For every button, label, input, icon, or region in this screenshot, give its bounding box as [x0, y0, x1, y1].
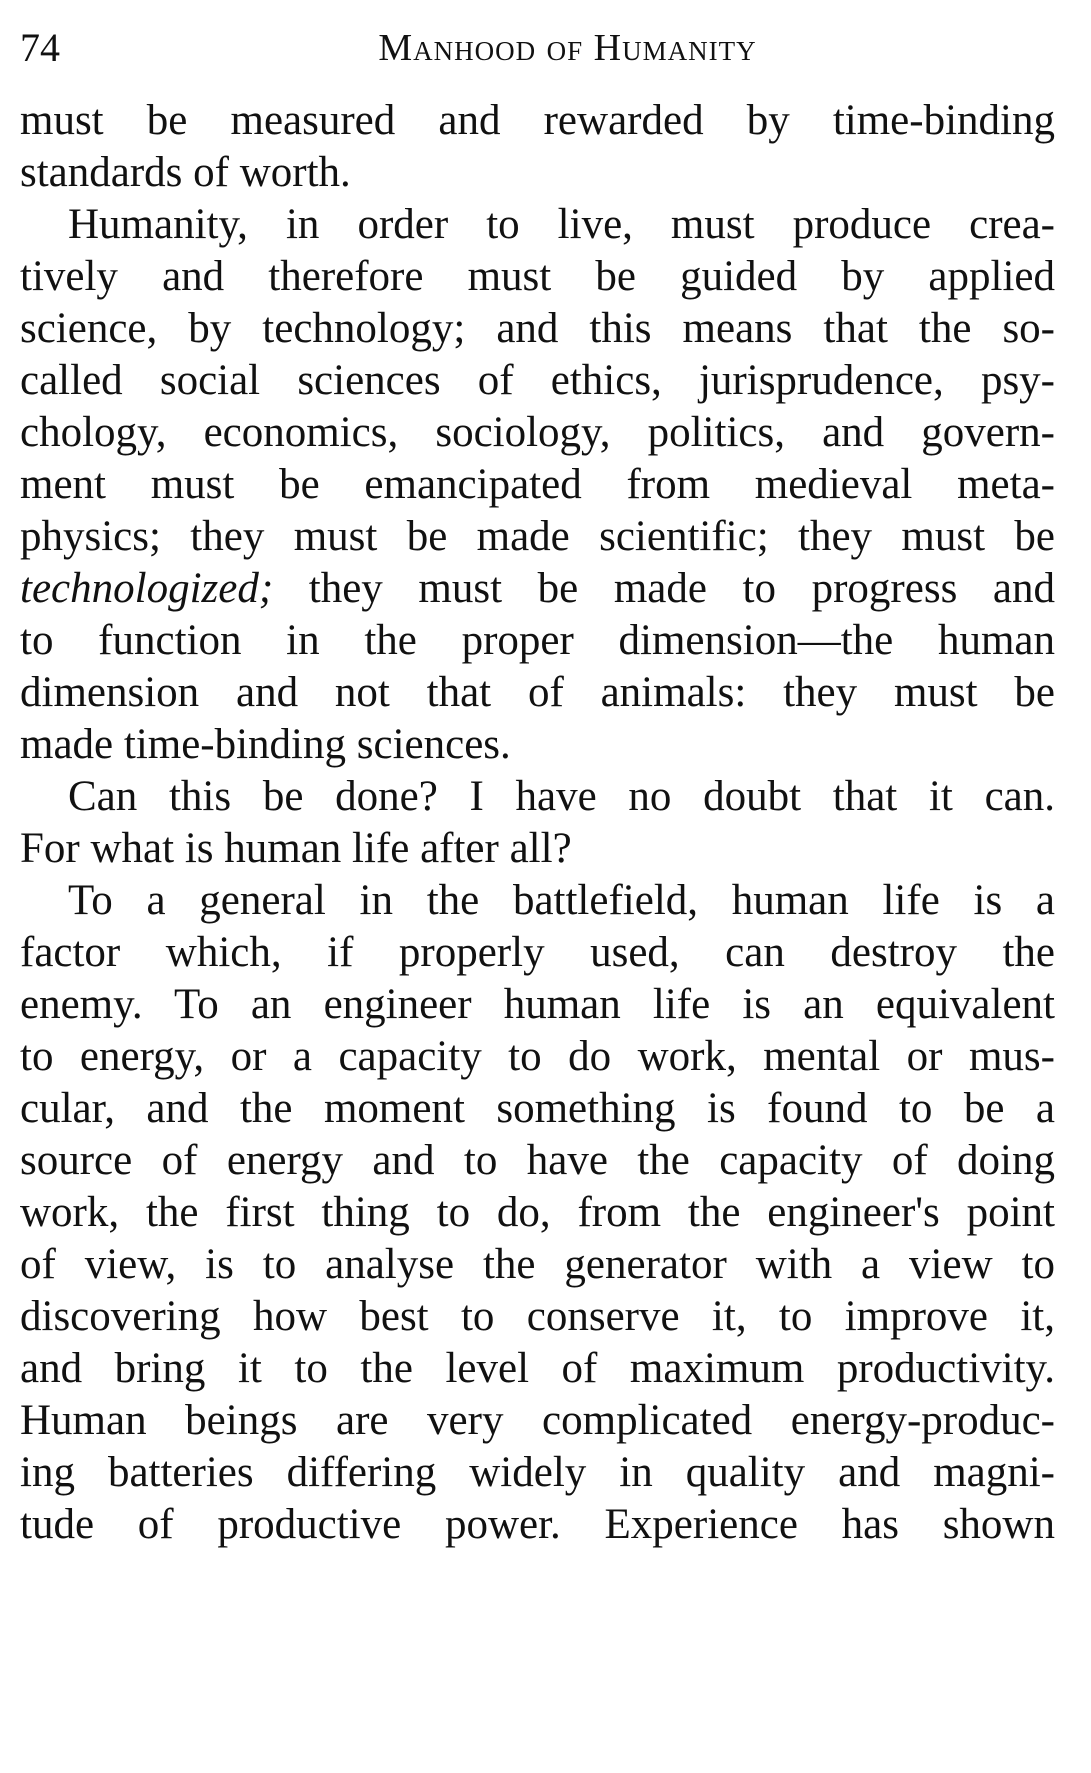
text-line: For what is human life after all?: [20, 825, 572, 872]
text-line: and bring it to the level of maximum productivity.: [20, 1345, 1055, 1392]
text-line: Can this be done? I have no doubt that it can.: [68, 773, 1055, 820]
page-header: [20, 16, 1055, 68]
text-line: source of energy and to have the capacity of doing: [20, 1137, 1055, 1184]
text-line: to energy, or a capacity to do work, mental or mus-: [20, 1033, 1055, 1080]
book-page: [20, 0, 1075, 1773]
text-line: Human beings are very complicated energy-produc-: [20, 1397, 1055, 1444]
page-number: 74: [20, 25, 60, 70]
text-line: chology, economics, sociology, politics, and govern-: [20, 409, 1055, 456]
text-line: To a general in the battlefield, human life is a: [68, 877, 1055, 924]
text-line: must be measured and rewarded by time-binding: [20, 97, 1055, 144]
text-line: dimension and not that of animals: they must be: [20, 669, 1055, 716]
text-line: science, by technology; and this means that the so-: [20, 305, 1055, 352]
text-line: cular, and the moment something is found to be a: [20, 1085, 1055, 1132]
text-line-with-italic: [20, 560, 1055, 618]
text-line: made time-binding sciences.: [20, 721, 511, 768]
text-line: enemy. To an engineer human life is an equivalent: [20, 981, 1055, 1028]
text-line: of view, is to analyse the generator with a view to: [20, 1241, 1055, 1288]
text-line: ing batteries differing widely in quality and magni-: [20, 1449, 1055, 1496]
text-line: standards of worth.: [20, 149, 351, 196]
text-line: called social sciences of ethics, jurisprudence, psy-: [20, 357, 1055, 404]
text-line: work, the first thing to do, from the engineer's point: [20, 1189, 1055, 1236]
text-line: tude of productive power. Experience has shown: [20, 1501, 1055, 1548]
text-line: tively and therefore must be guided by applied: [20, 253, 1055, 300]
text-line: Humanity, in order to live, must produce crea-: [68, 201, 1055, 248]
text-line: ment must be emancipated from medieval meta-: [20, 461, 1055, 508]
text-line-rest: they must be made to progress and: [273, 565, 1055, 612]
running-title: Manhood of Humanity: [378, 27, 757, 69]
text-line: physics; they must be made scientific; they must be: [20, 513, 1055, 560]
text-line: factor which, if properly used, can destroy the: [20, 929, 1055, 976]
italic-word: technologized;: [20, 565, 274, 612]
text-line: discovering how best to conserve it, to improve it,: [20, 1293, 1055, 1340]
text-line: to function in the proper dimension—the human: [20, 617, 1055, 664]
